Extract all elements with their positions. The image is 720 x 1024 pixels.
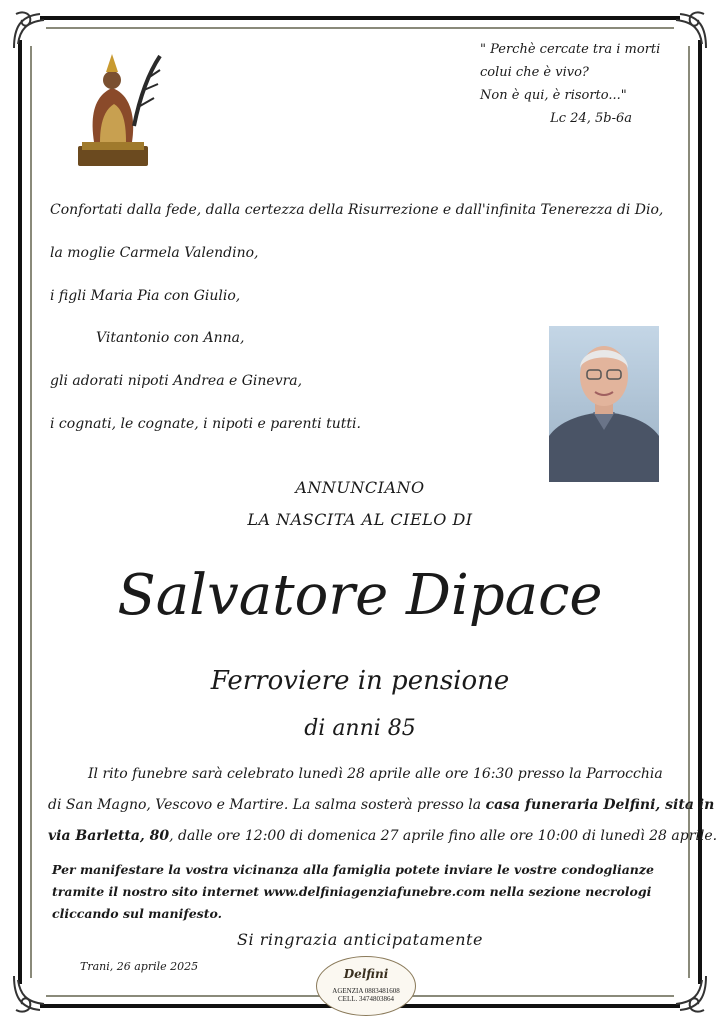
deceased-age: di anni 85 — [304, 716, 416, 741]
corner-ornament-top-right-icon — [666, 8, 710, 52]
agency-name: Delfini — [343, 967, 389, 981]
announcement-line-1: ANNUNCIANO — [295, 478, 425, 497]
family-grandchildren: gli adorati nipoti Andrea e Ginevra, — [50, 373, 303, 389]
deceased-name: Salvatore Dipace — [117, 563, 603, 628]
scripture-quote — [480, 38, 661, 130]
rite-line-2-text: di San Magno, Vescovo e Martire. La salma sosterà presso la — [48, 797, 486, 813]
corner-ornament-bottom-right-icon — [666, 972, 710, 1016]
condolences-line-3: cliccando sul manifesto. — [52, 906, 222, 921]
rite-line-2 — [48, 797, 715, 813]
quote-line-3: Non è qui, è risorto..." — [480, 88, 627, 103]
condolences-line-2: tramite il nostro sito internet www.delfiniagenziafunebre.com nella sezione necrologi — [52, 884, 652, 899]
saint-statue-image — [74, 46, 164, 170]
place-date: Trani, 26 aprile 2025 — [80, 960, 199, 973]
deceased-profession: Ferroviere in pensione — [210, 666, 510, 696]
family-intro: Confortati dalla fede, dalla certezza della Risurrezione e dall'infinita Tenerezza di Dio, — [50, 202, 664, 218]
rite-funeral-home: casa funeraria Delfini, sita in — [485, 797, 715, 813]
agency-logo — [316, 956, 416, 1016]
frame-top — [40, 16, 680, 20]
announcement-line-2: LA NASCITA AL CIELO DI — [247, 510, 473, 529]
inner-frame-top — [46, 27, 674, 29]
condolences-line-1: Per manifestare la vostra vicinanza alla famiglia potete inviare le vostre condoglianze — [52, 862, 654, 877]
corner-ornament-top-left-icon — [10, 8, 54, 52]
agency-cell: CELL. 3474803864 — [338, 995, 394, 1003]
family-wife: la moglie Carmela Valendino, — [50, 245, 259, 261]
agency-phone: AGENZIA 0883481608 — [332, 987, 400, 995]
portrait-photo — [549, 326, 659, 482]
quote-reference: Lc 24, 5b-6a — [550, 111, 632, 126]
rite-line-3 — [48, 828, 718, 844]
rite-line-3-text: , dalle ore 12:00 di domenica 27 aprile fino alle ore 10:00 di lunedì 28 aprile. — [169, 828, 718, 844]
family-children-2: Vitantonio con Anna, — [96, 330, 245, 346]
rite-address: via Barletta, 80 — [48, 828, 170, 844]
quote-line-2: colui che è vivo? — [480, 65, 589, 80]
family-children-1: i figli Maria Pia con Giulio, — [50, 288, 241, 304]
rite-line-1: Il rito funebre sarà celebrato lunedì 28 aprile alle ore 16:30 presso la Parrocchia — [88, 766, 663, 782]
thanks-text: Si ringrazia anticipatamente — [237, 930, 483, 949]
family-others: i cognati, le cognate, i nipoti e parenti tutti. — [50, 416, 361, 432]
quote-line-1: " Perchè cercate tra i morti — [480, 42, 661, 57]
corner-ornament-bottom-left-icon — [10, 972, 54, 1016]
